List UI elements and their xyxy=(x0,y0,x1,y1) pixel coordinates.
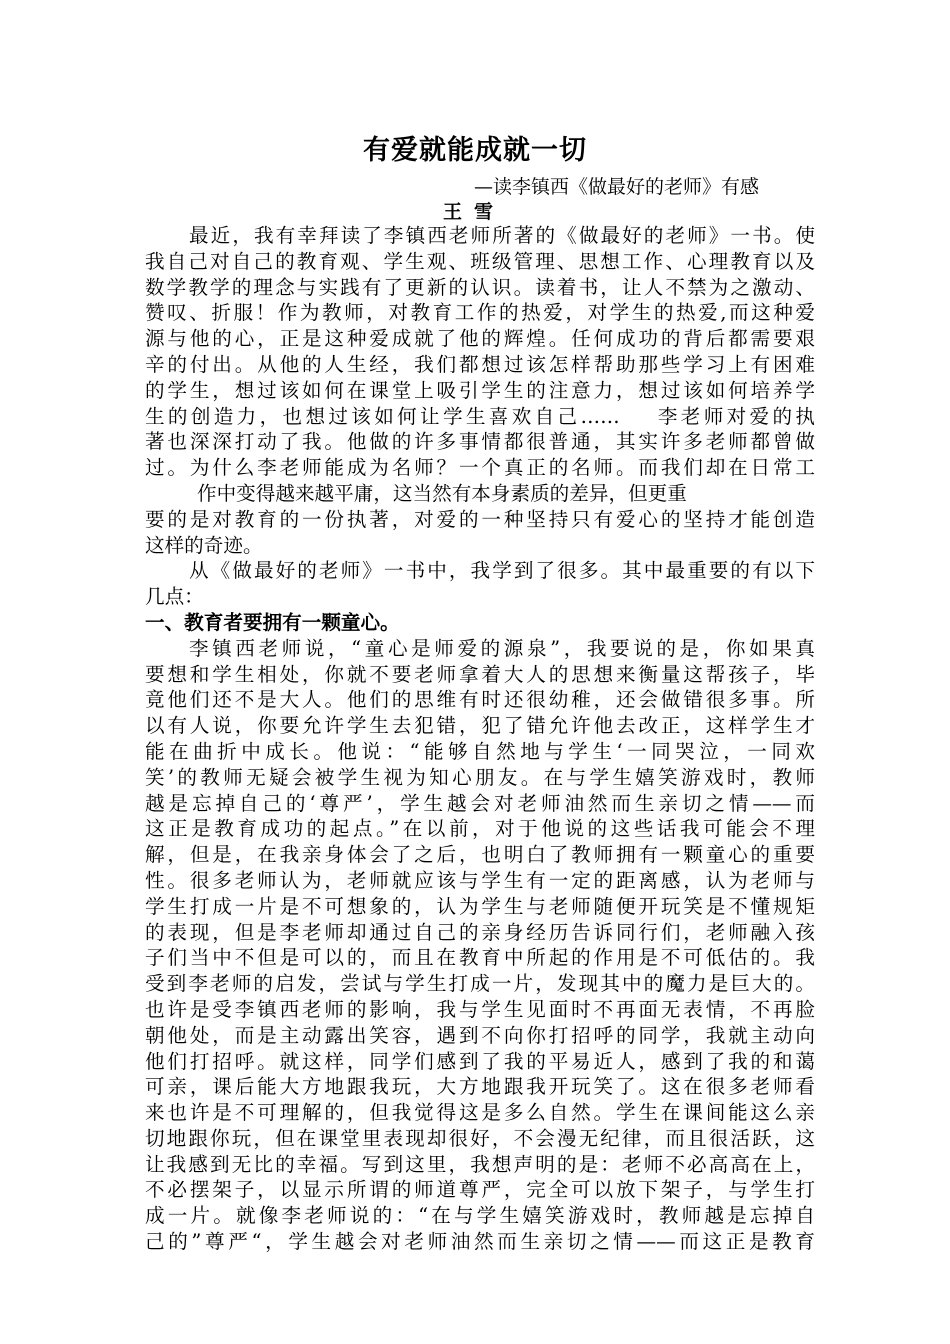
text-line: 越是忘掉自己的‘尊严’，学生越会对老师油然而生亲切之情——而 xyxy=(145,791,815,815)
text-line: 最近，我有幸拜读了李镇西老师所著的《做最好的老师》一书。使 xyxy=(189,224,815,247)
text-line: 的学生，想过该如何在课堂上吸引学生的注意力，想过该如何培养学 xyxy=(145,378,815,402)
text-line: 这样的奇迹。 xyxy=(145,533,263,557)
text-line: 也许是受李镇西老师的影响，我与学生见面时不再面无表情，不再脸 xyxy=(145,997,815,1021)
text-line: 这正是教育成功的起点。”在以前，对于他说的这些话我可能会不理 xyxy=(145,817,815,841)
text-line: 我自己对自己的教育观、学生观、班级管理、思想工作、心理教育以及 xyxy=(145,249,815,273)
text-line: 让我感到无比的幸福。写到这里，我想声明的是：老师不必高高在上， xyxy=(145,1152,815,1176)
text-line: 生的创造力，也想过该如何让学生喜欢自己…… 李老师对爱的执 xyxy=(145,404,815,428)
text-line: 切地跟你玩，但在课堂里表现却很好，不会漫无纪律，而且很活跃，这 xyxy=(145,1126,815,1150)
text-line: 解，但是，在我亲身体会了之后，也明白了教师拥有一颗童心的重要 xyxy=(145,843,815,867)
text-line: 他们打招呼。就这样，同学们感到了我的平易近人，感到了我的和蔼 xyxy=(145,1049,815,1073)
text-line: 子们当中不但是可以的，而且在教育中所起的作用是不可低估的。我 xyxy=(145,946,815,970)
text-line: 性。很多老师认为，老师就应该与学生有一定的距离感，认为老师与 xyxy=(145,868,815,892)
text-line: 成一片。就像李老师说的：“在与学生嬉笑游戏时，教师越是忘掉自 xyxy=(145,1204,815,1228)
text-line: 要的是对教育的一份执著，对爱的一种坚持只有爱心的坚持才能创造 xyxy=(145,507,815,531)
text-line: 要想和学生相处，你就不要老师拿着大人的思想来衡量这帮孩子，毕 xyxy=(145,662,815,686)
text-line: 数学教学的理念与实践有了更新的认识。读着书，让人不禁为之激动、 xyxy=(145,275,815,299)
text-line: 可亲，课后能大方地跟我玩，大方地跟我开玩笑了。这在很多老师看 xyxy=(145,1075,815,1099)
text-line: 以有人说，你要允许学生去犯错，犯了错允许他去改正，这样学生才 xyxy=(145,714,815,738)
text-line: 的表现，但是李老师却通过自己的亲身经历告诉同行们，老师融入孩 xyxy=(145,920,815,944)
text-line: 学生打成一片是不可想象的，认为学生与老师随便开玩笑是不懂规矩 xyxy=(145,894,815,918)
document-author: 王雪 xyxy=(443,201,506,223)
text-line: 己的”尊严“，学生越会对老师油然而生亲切之情——而这正是教育 xyxy=(145,1230,815,1254)
text-line: 朝他处，而是主动露出笑容，遇到不向你打招呼的同学，我就主动向 xyxy=(145,1023,815,1047)
text-line: 赞叹、折服！作为教师，对教育工作的热爱，对学生的热爱,而这种爱 xyxy=(145,301,815,325)
text-line: 从《做最好的老师》一书中，我学到了很多。其中最重要的有以下 xyxy=(189,559,815,583)
text-line: 能在曲折中成长。他说：“能够自然地与学生‘一同哭泣，一同欢 xyxy=(145,739,815,763)
section-heading: 一、教育者要拥有一颗童心。 xyxy=(145,610,400,634)
document-body xyxy=(145,223,815,1255)
text-line: 著也深深打动了我。他做的许多事情都很普通，其实许多老师都曾做 xyxy=(145,430,815,454)
text-line: 竟他们还不是大人。他们的思维有时还很幼稚，还会做错很多事。所 xyxy=(145,688,815,712)
text-line: 源与他的心，正是这种爱成就了他的辉煌。任何成功的背后都需要艰 xyxy=(145,327,815,351)
text-line: 受到李老师的启发，尝试与学生打成一片，发现其中的魔力是巨大的。 xyxy=(145,972,815,996)
text-line: 几点： xyxy=(145,585,204,609)
text-line: 李镇西老师说，“童心是师爱的源泉”，我要说的是，你如果真 xyxy=(189,636,815,660)
text-line: 笑’的教师无疑会被学生视为知心朋友。在与学生嬉笑游戏时，教师 xyxy=(145,765,815,789)
text-line: 作中变得越来越平庸，这当然有本身素质的差异，但更重 xyxy=(197,481,687,505)
text-line: 辛的付出。从他的人生经，我们都想过该怎样帮助那些学习上有困难 xyxy=(145,352,815,376)
text-line: 来也许是不可理解的，但我觉得这是多么自然。学生在课间能这么亲 xyxy=(145,1101,815,1125)
document-title: 有爱就能成就一切 xyxy=(363,135,587,166)
text-line: 不必摆架子，以显示所谓的师道尊严，完全可以放下架子，与学生打 xyxy=(145,1178,815,1202)
document-subtitle: —读李镇西《做最好的老师》有感 xyxy=(474,176,760,198)
text-line: 过。为什么李老师能成为名师？一个真正的名师。而我们却在日常工 xyxy=(145,456,815,480)
